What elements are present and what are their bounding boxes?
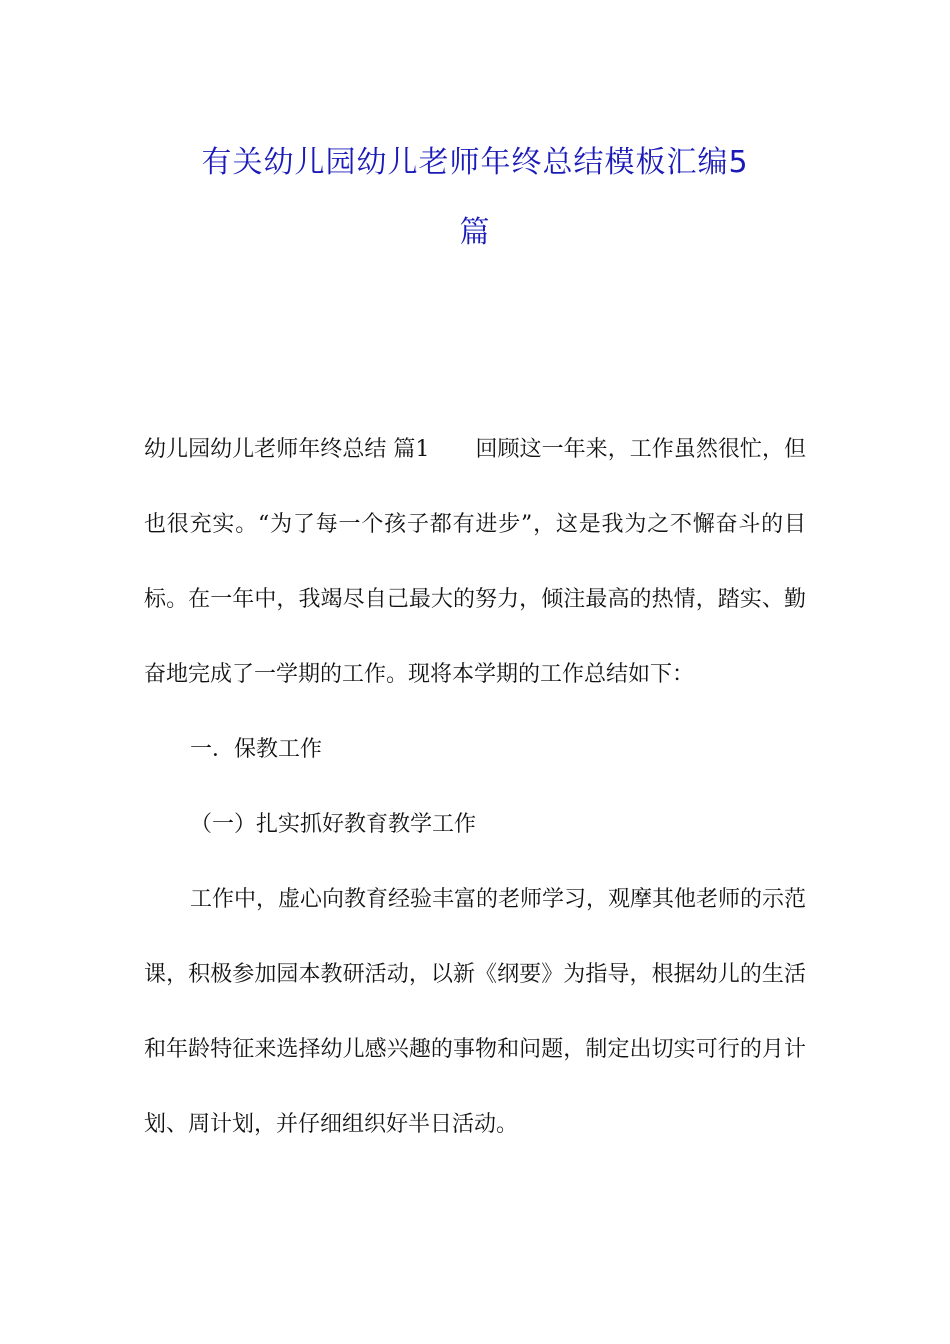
intro-text: 回顾这一年来，工作虽然很忙，但也很充实。“为了每一个孩子都有进步”，这是我为之不懈奋斗的目标。在一年中，我竭尽自己最大的努力，倾注最高的热情，踏实、勤奋地完成了一学期的工作。现将本学期的工作总结如下： bbox=[144, 437, 806, 687]
title-line-2: 篇 bbox=[459, 215, 491, 250]
body-paragraph: 工作中，虚心向教育经验丰富的老师学习，观摩其他老师的示范课，积极参加园本教研活动，以新《纲要》为指导，根据幼儿的生活和年龄特征来选择幼儿感兴趣的事物和问题，制定出切实可行的月计划、周计划，并仔细组织好半日活动。 bbox=[144, 887, 807, 1137]
title-line-1: 有关幼儿园幼儿老师年终总结模板汇编5 bbox=[201, 145, 749, 180]
intro-paragraph bbox=[144, 412, 806, 712]
section-heading: 幼儿园幼儿老师年终总结 篇1 bbox=[144, 437, 430, 462]
document-body bbox=[144, 412, 806, 1162]
document-title bbox=[120, 128, 830, 268]
subheading-teaching: （一）扎实抓好教育教学工作 bbox=[190, 812, 477, 837]
heading-baojiao: 一．保教工作 bbox=[190, 737, 323, 762]
